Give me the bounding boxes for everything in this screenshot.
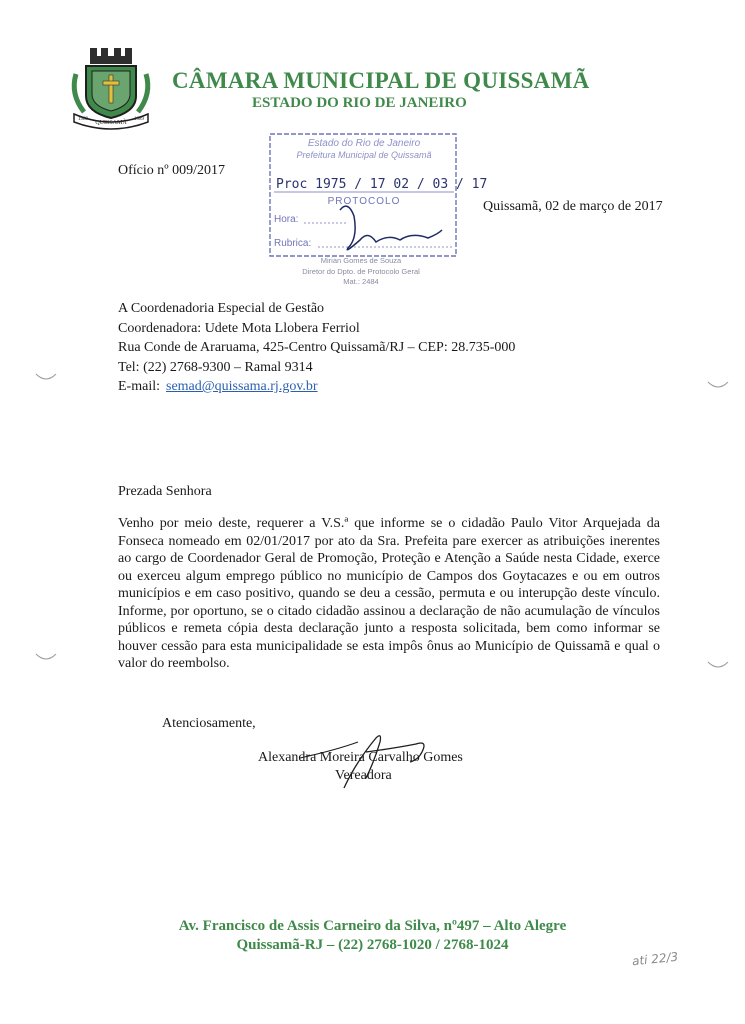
email-link[interactable]: semad@quissama.rj.gov.br bbox=[166, 379, 318, 394]
punch-hole-mark bbox=[34, 372, 58, 382]
stamp-officer bbox=[286, 256, 436, 288]
salutation: Prezada Senhora bbox=[118, 484, 212, 499]
recipient-block bbox=[118, 299, 515, 397]
punch-hole-mark bbox=[706, 660, 730, 670]
email-label: E-mail: bbox=[118, 379, 160, 394]
stamp-officer-name: Mirian Gomes de Souza bbox=[320, 256, 402, 265]
signer-name: Alexandra Moreira Carvalho Gomes bbox=[258, 750, 463, 765]
stamp-line1: Estado do Rio de Janeiro bbox=[307, 138, 421, 149]
punch-hole-mark bbox=[706, 380, 730, 390]
crest-year-left: 1989 bbox=[78, 117, 88, 122]
recipient-line3: Rua Conde de Araruama, 425-Centro Quissamã/RJ – CEP: 28.735-000 bbox=[118, 340, 516, 355]
protocol-stamp bbox=[268, 130, 488, 260]
stamp-line2: Prefeitura Municipal de Quissamã bbox=[296, 150, 432, 160]
stamp-label-hora: Hora: bbox=[274, 214, 299, 225]
handwritten-annotation: ati 22/3 bbox=[631, 949, 679, 969]
recipient-email-row bbox=[118, 377, 515, 397]
crest-year-right: 1989 bbox=[134, 117, 144, 122]
footer-address: Av. Francisco de Assis Carneiro da Silva, nº497 – Alto Alegre bbox=[178, 918, 567, 934]
stamp-officer-mat: Mat.: 2484 bbox=[343, 277, 379, 286]
recipient-line2: Coordenadora: Udete Mota Llobera Ferriol bbox=[118, 320, 360, 336]
closing: Atenciosamente, bbox=[162, 716, 256, 731]
recipient-line1: A Coordenadoria Especial de Gestão bbox=[118, 301, 325, 316]
crest-ribbon-text: QUISSAMÃ bbox=[95, 120, 127, 126]
recipient-line4: Tel: (22) 2768-9300 – Ramal 9314 bbox=[118, 359, 313, 375]
crest-logo bbox=[68, 44, 154, 130]
signer-role: Vereadora bbox=[335, 768, 392, 783]
letterhead-subtitle: ESTADO DO RIO DE JANEIRO bbox=[252, 95, 467, 111]
stamp-proc-handwritten: Proc 1975 / 17 02 / 03 / 17 bbox=[276, 177, 488, 192]
letter-reference: Ofício nº 009/2017 bbox=[118, 163, 225, 178]
letterhead-title: CÂMARA MUNICIPAL DE QUISSAMÃ bbox=[172, 68, 590, 93]
punch-hole-mark bbox=[34, 652, 58, 662]
place-date: Quissamã, 02 de março de 2017 bbox=[483, 199, 663, 214]
footer-contact: Quissamã-RJ – (22) 2768-1020 / 2768-1024 bbox=[236, 937, 509, 953]
stamp-label-protocolo: PROTOCOLO bbox=[327, 196, 401, 207]
stamp-label-rubrica: Rubrica: bbox=[274, 238, 312, 249]
body-paragraph: Venho por meio deste, requerer a V.S.ª que informe se o cidadão Paulo Vitor Arquejada da Fonseca nomeado em 02/01/2017 por ato da Sra. Prefeita pare exercer as atribuições inerentes ao cargo de Coordenador Geral de Promoção, Proteção e Atenção a Saúde nesta Cidade, exerce ou exerceu algum emprego público no município de Campos dos Goytacazes e ou em outros municípios e em caso positivo, quando se deu a cessão, permuta e ou interupção deste vínculo. Informe, por oportuno, se o citado cidadão assinou a declaração de não acumulação de vínculos públicos e remeta cópia desta declaração junto a resposta solicitada, bem como informar se houver cessão para esta municipalidade se esta impôs ônus ao Município de Quissamã e qual o valor do reembolso. bbox=[118, 516, 660, 671]
stamp-officer-title: Diretor do Dpto. de Protocolo Geral bbox=[302, 266, 420, 276]
